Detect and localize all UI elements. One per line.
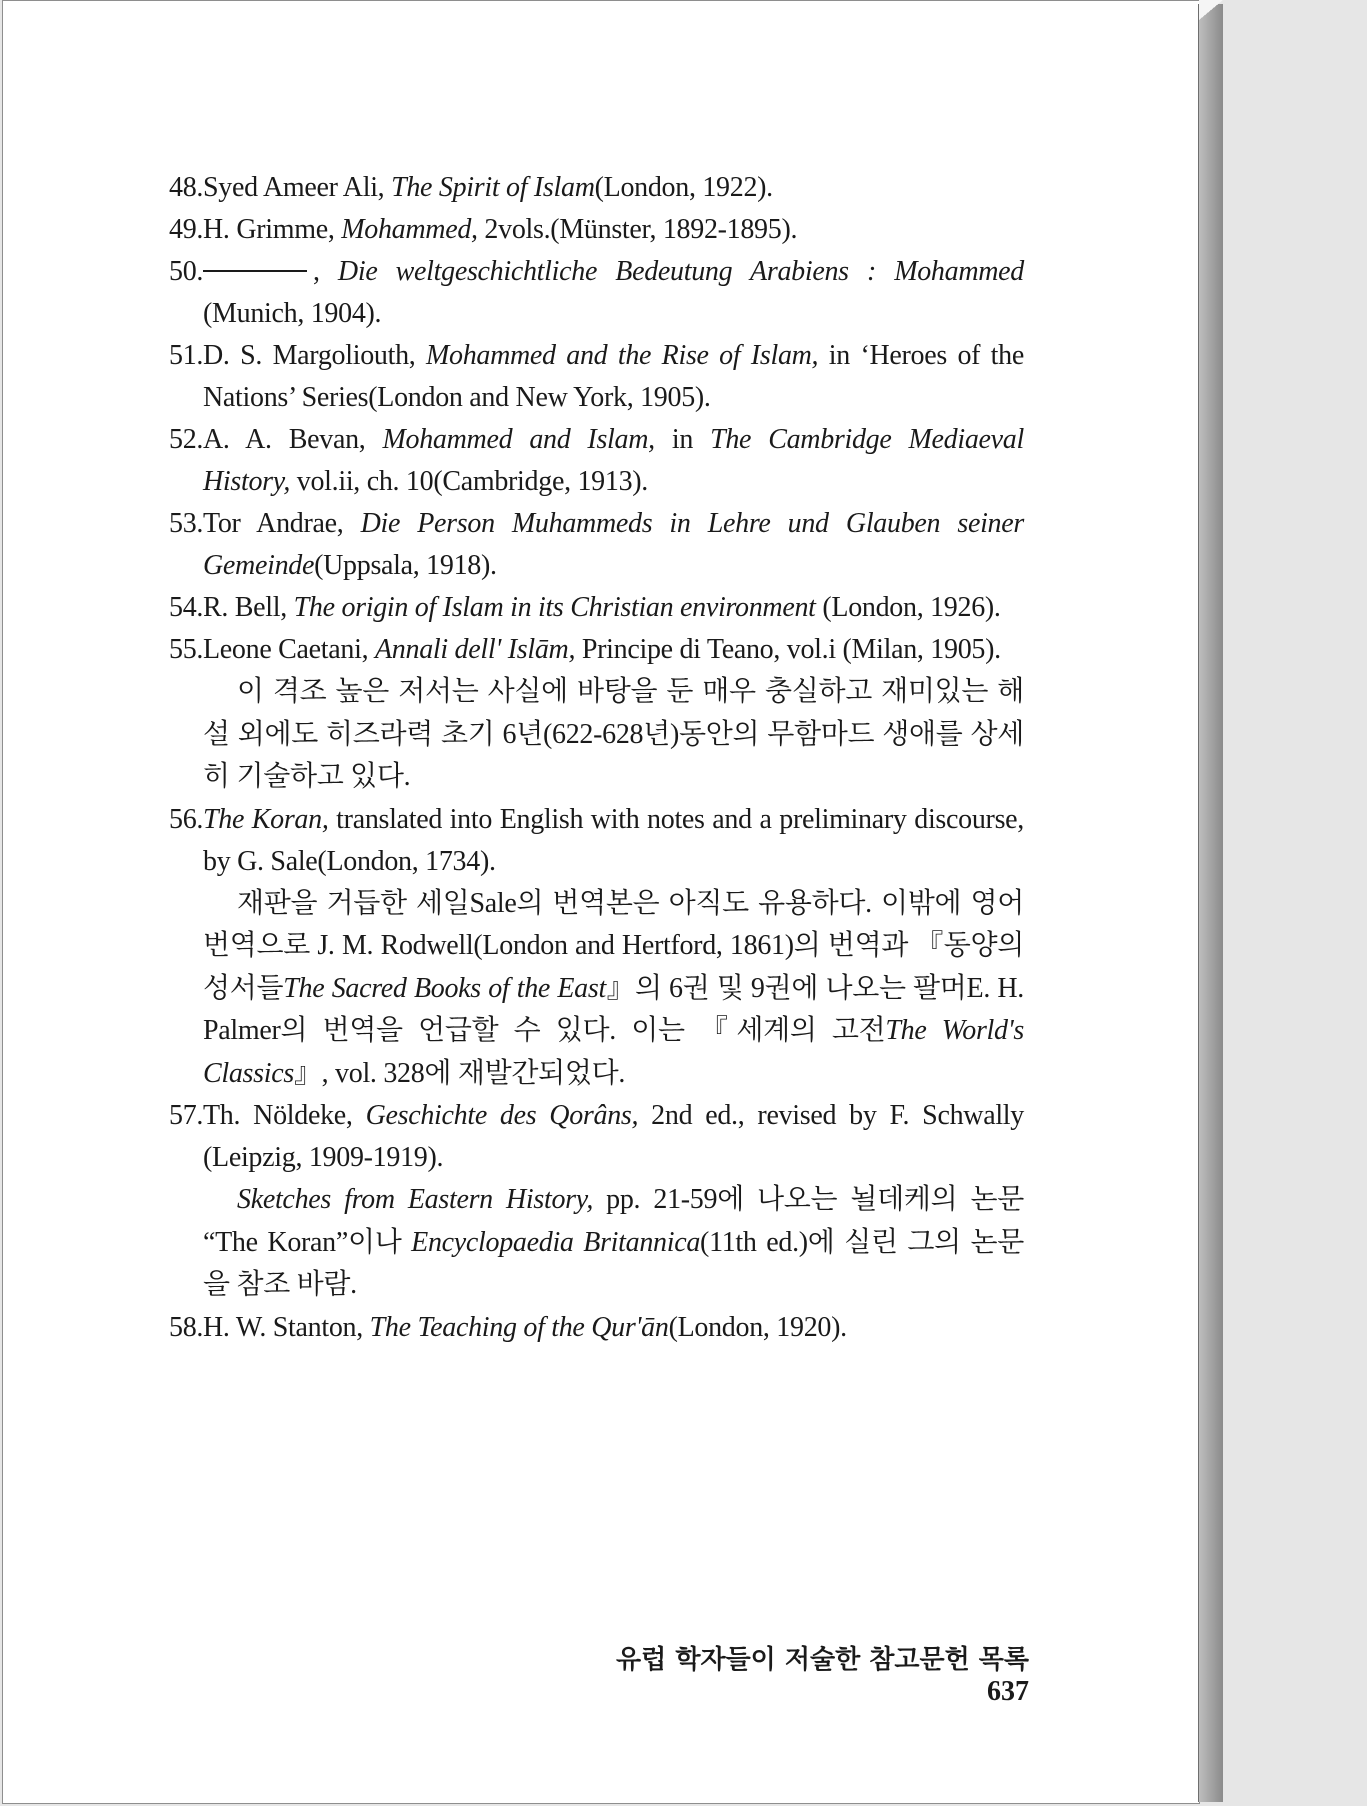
entry-number: 56. [169, 803, 204, 835]
entry-number: 58. [169, 1311, 204, 1343]
entry-number: 53. [169, 508, 204, 539]
entry-number: 57. [169, 1100, 204, 1131]
entry-number: 52. [169, 424, 204, 455]
bibliography-entry-58: 58. H. W. Stanton, The Teaching of the Qur'ān(London, 1920). [169, 1307, 1024, 1349]
book-page [2, 0, 1200, 1804]
page-stack-edge [1198, 4, 1223, 1802]
bibliography-entry-54: 54. R. Bell, The origin of Islam in its Christian environment (London, 1926). [169, 587, 1024, 629]
entry-title: Annali dell' Islām, [374, 634, 576, 665]
bibliography-entry-55: 55. Leone Caetani, Annali dell' Islām, Principe di Teano, vol.i (Milan, 1905). [169, 629, 1024, 671]
running-title: 유럽 학자들이 저술한 참고문헌 목록 [616, 1645, 1029, 1675]
entry-title: The origin of Islam in its Christian environment [293, 592, 816, 623]
bibliography-entry-53: 53. Tor Andrae, Die Person Muhammeds in Lehre und Glauben seiner Gemeinde(Uppsala, 1918). [169, 503, 1024, 587]
entry-number: 49. [169, 214, 204, 245]
entry-title: Die weltgeschichtliche Bedeutung Arabiens : Mohammed [337, 256, 1024, 287]
entry-number: 54. [169, 592, 204, 623]
entry-number: 55. [169, 634, 204, 665]
entry-title: Mohammed and the Rise of Islam, [425, 340, 819, 371]
bibliography-entry-56: 56. The Koran, translated into English with notes and a preliminary discourse, by G. Sale(London, 1734). [169, 799, 1024, 883]
bibliography-entry-52: 52. A. A. Bevan, Mohammed and Islam, in The Cambridge Mediaeval History, vol.ii, ch. 10(Cambridge, 1913). [169, 419, 1024, 503]
entry-title: Mohammed and Islam, [382, 424, 655, 455]
bibliography-entry-49: 49. H. Grimme, Mohammed, 2vols.(Münster, 1892-1895). [169, 209, 1024, 251]
entry-title: The Koran, [203, 803, 329, 835]
entry-title: Geschichte des Qorâns, [365, 1100, 639, 1131]
entry-title: Die Person Muhammeds in Lehre und Glauben seiner Gemeinde [203, 508, 1024, 581]
bibliography-entry-50: 50. , Die weltgeschichtliche Bedeutung Arabiens : Mohammed (Munich, 1904). [169, 251, 1024, 335]
entry-note-55: 이 격조 높은 저서는 사실에 바탕을 둔 매우 충실하고 재미있는 해설 외에도 히즈라력 초기 6년(622-628년)동안의 무함마드 생애를 상세히 기술하고 있다. [203, 676, 1024, 792]
bibliography-entry-48: 48. Syed Ameer Ali, The Spirit of Islam(London, 1922). [169, 167, 1024, 209]
entry-title: The Teaching of the Qur'ān [369, 1311, 669, 1343]
entry-number: 51. [169, 340, 204, 371]
page-number: 637 [987, 1676, 1029, 1707]
entry-number: 50. [169, 256, 204, 287]
bibliography-entry-51: 51. D. S. Margoliouth, Mohammed and the Rise of Islam, in ‘Heroes of the Nations’ Series(London and New York, 1905). [169, 335, 1024, 419]
entry-note-57: Sketches from Eastern History, pp. 21-59에 나오는 뇔데케의 논문 “The Koran”이나 Encyclopaedia Britannica(11th ed.)에 실린 그의 논문을 참조 바람. [203, 1184, 1025, 1300]
entry-title: The Spirit of Islam [391, 172, 595, 203]
bibliography-list [169, 167, 1024, 1349]
entry-title: Mohammed, [341, 214, 478, 245]
entry-note-56: 재판을 거듭한 세일Sale의 번역본은 아직도 유용하다. 이밖에 영어 번역으로 J. M. Rodwell(London and Hertford, 1861)의 번역과 『동양의 성서들The Sacred Books of the East』의 6권 및 9권에 나오는 팔머E. H. Palmer의 번역을 언급할 수 있다. 이는 『세계의 고전The World's Classics』, vol. 328에 재발간되었다. [203, 887, 1025, 1089]
entry-title: The Cambridge Mediaeval History, [203, 424, 1024, 497]
ditto-blank-line [203, 270, 307, 272]
page-footer [583, 1639, 1029, 1708]
entry-number: 48. [169, 172, 204, 203]
bibliography-entry-57: 57. Th. Nöldeke, Geschichte des Qorâns, 2nd ed., revised by F. Schwally (Leipzig, 1909-1919). [169, 1095, 1024, 1179]
